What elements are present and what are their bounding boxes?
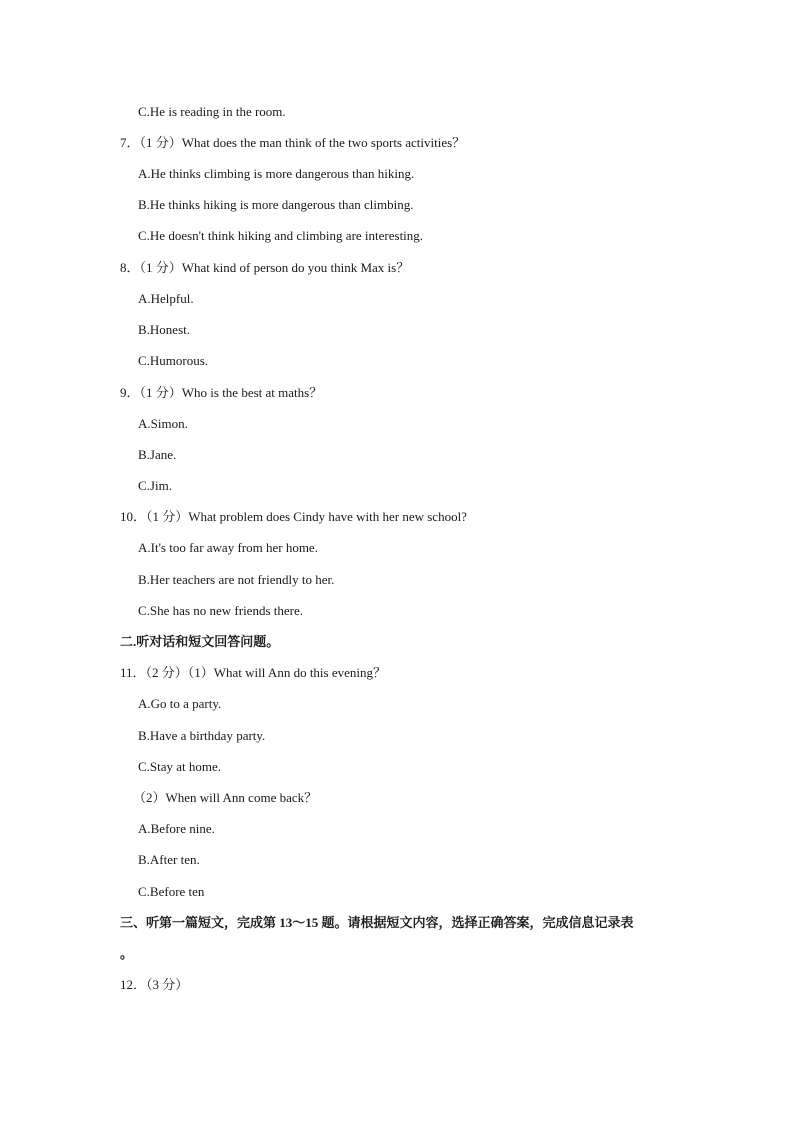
- answer-option: A.It's too far away from her home.: [138, 540, 318, 555]
- answer-option: B.Jane.: [138, 447, 177, 462]
- answer-option: C.She has no new friends there.: [138, 603, 303, 618]
- question-text: （2）When will Ann come back？: [133, 790, 318, 805]
- answer-option: B.He thinks hiking is more dangerous than climbing.: [138, 197, 414, 212]
- answer-option: A.Helpful.: [138, 291, 194, 306]
- question-text: 8．（1 分）What kind of person do you think Max is？: [120, 260, 410, 275]
- answer-option: C.Humorous.: [138, 353, 209, 368]
- section-heading: 三、听第一篇短文，完成第 13～15 题。请根据短文内容，选择正确答案，完成信息记录表: [120, 915, 634, 930]
- answer-option: C.Before ten: [138, 884, 205, 899]
- answer-option: C.Stay at home.: [138, 759, 222, 774]
- answer-option: B.Honest.: [138, 322, 190, 337]
- answer-option: A.Go to a party.: [138, 696, 222, 711]
- section-heading: 。: [120, 946, 134, 961]
- answer-option: B.After ten.: [138, 852, 200, 867]
- question-text: 9．（1 分）Who is the best at maths？: [120, 385, 323, 400]
- question-text: 7．（1 分）What does the man think of the two sports activities？: [120, 135, 466, 150]
- answer-option: C.He doesn't think hiking and climbing are interesting.: [138, 228, 424, 243]
- answer-option: A.He thinks climbing is more dangerous than hiking.: [138, 166, 415, 181]
- answer-option: C.He is reading in the room.: [138, 104, 286, 119]
- question-text: 10．（1 分）What problem does Cindy have with her new school?: [120, 509, 467, 524]
- answer-option: C.Jim.: [138, 478, 172, 493]
- section-heading: 二.听对话和短文回答问题。: [120, 634, 280, 649]
- answer-option: A.Simon.: [138, 416, 188, 431]
- question-text: 12．（3 分）: [120, 977, 189, 992]
- answer-option: B.Have a birthday party.: [138, 728, 266, 743]
- answer-option: B.Her teachers are not friendly to her.: [138, 572, 335, 587]
- question-text: 11．（2 分）（1）What will Ann do this evening？: [120, 665, 386, 680]
- answer-option: A.Before nine.: [138, 821, 215, 836]
